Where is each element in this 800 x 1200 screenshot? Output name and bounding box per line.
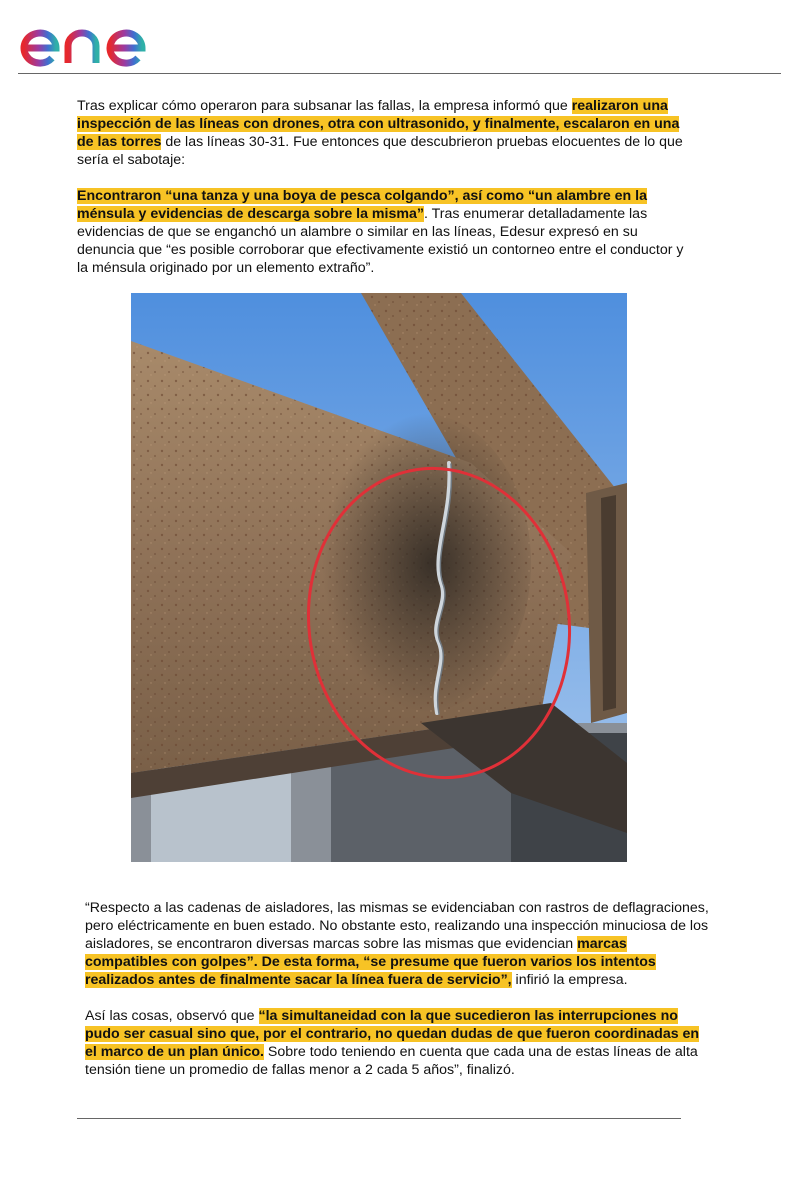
- paragraph-text: Tras explicar cómo operaron para subsanar las fallas, la empresa informó que: [77, 98, 572, 114]
- paragraph-text: “Respecto a las cadenas de aisladores, las mismas se evidenciaban con rastros de deflagraciones, pero eléctricamente en buen estado. No obstante esto, realizando una inspección minuciosa de los aisladores, se encontraron diversas marcas sobre las mismas que evidencian: [85, 900, 709, 952]
- highlighted-text: Encontraron “una tanza y una boya de pesca colgando”, así como “un alambre en la ménsula y evidencias de descarga sobre la misma”: [77, 188, 648, 222]
- paragraph-text: . Tras enumerar detalladamente las evidencias de que se enganchó un alambre o similar en las líneas, Edesur expresó en su denuncia que “es posible corroborar que efectivamente existió un contorneo entre el conductor y la ménsula originado por un elemento extraño”.: [77, 206, 684, 276]
- paragraph-insulators: [85, 899, 710, 989]
- paragraph-conclusion: [85, 1007, 710, 1079]
- paragraph-inspection: [77, 97, 697, 169]
- header-divider: [18, 73, 781, 74]
- paragraph-evidence: [77, 187, 697, 277]
- paragraph-text: Sobre todo teniendo en cuenta que cada una de estas líneas de alta tensión tiene un promedio de fallas menor a 2 cada 5 años”, finalizó.: [85, 1044, 698, 1078]
- highlighted-text: marcas compatibles con golpes”. De esta forma, “se presume que fueron varios los intentos realizados antes de finalmente sacar la línea fuera de servicio”,: [85, 936, 656, 988]
- paragraph-text: de las líneas 30-31. Fue entonces que descubrieron pruebas elocuentes de lo que sería el sabotaje:: [77, 134, 683, 168]
- tower-crossarm-photo: [131, 293, 627, 862]
- footer-divider: [77, 1118, 681, 1119]
- paragraph-text: Así las cosas, observó que: [85, 1008, 259, 1024]
- enel-logo: [18, 8, 178, 72]
- paragraph-text: infirió la empresa.: [511, 972, 628, 988]
- highlighted-text: “la simultaneidad con la que sucedieron las interrupciones no pudo ser casual sino que, por el contrario, no quedan dudas de que fueron coordinadas en el marco de un plan único.: [85, 1008, 700, 1060]
- highlighted-text: realizaron una inspección de las líneas con drones, otra con ultrasonido, y finalmente, escalaron en una de las torres: [77, 98, 680, 150]
